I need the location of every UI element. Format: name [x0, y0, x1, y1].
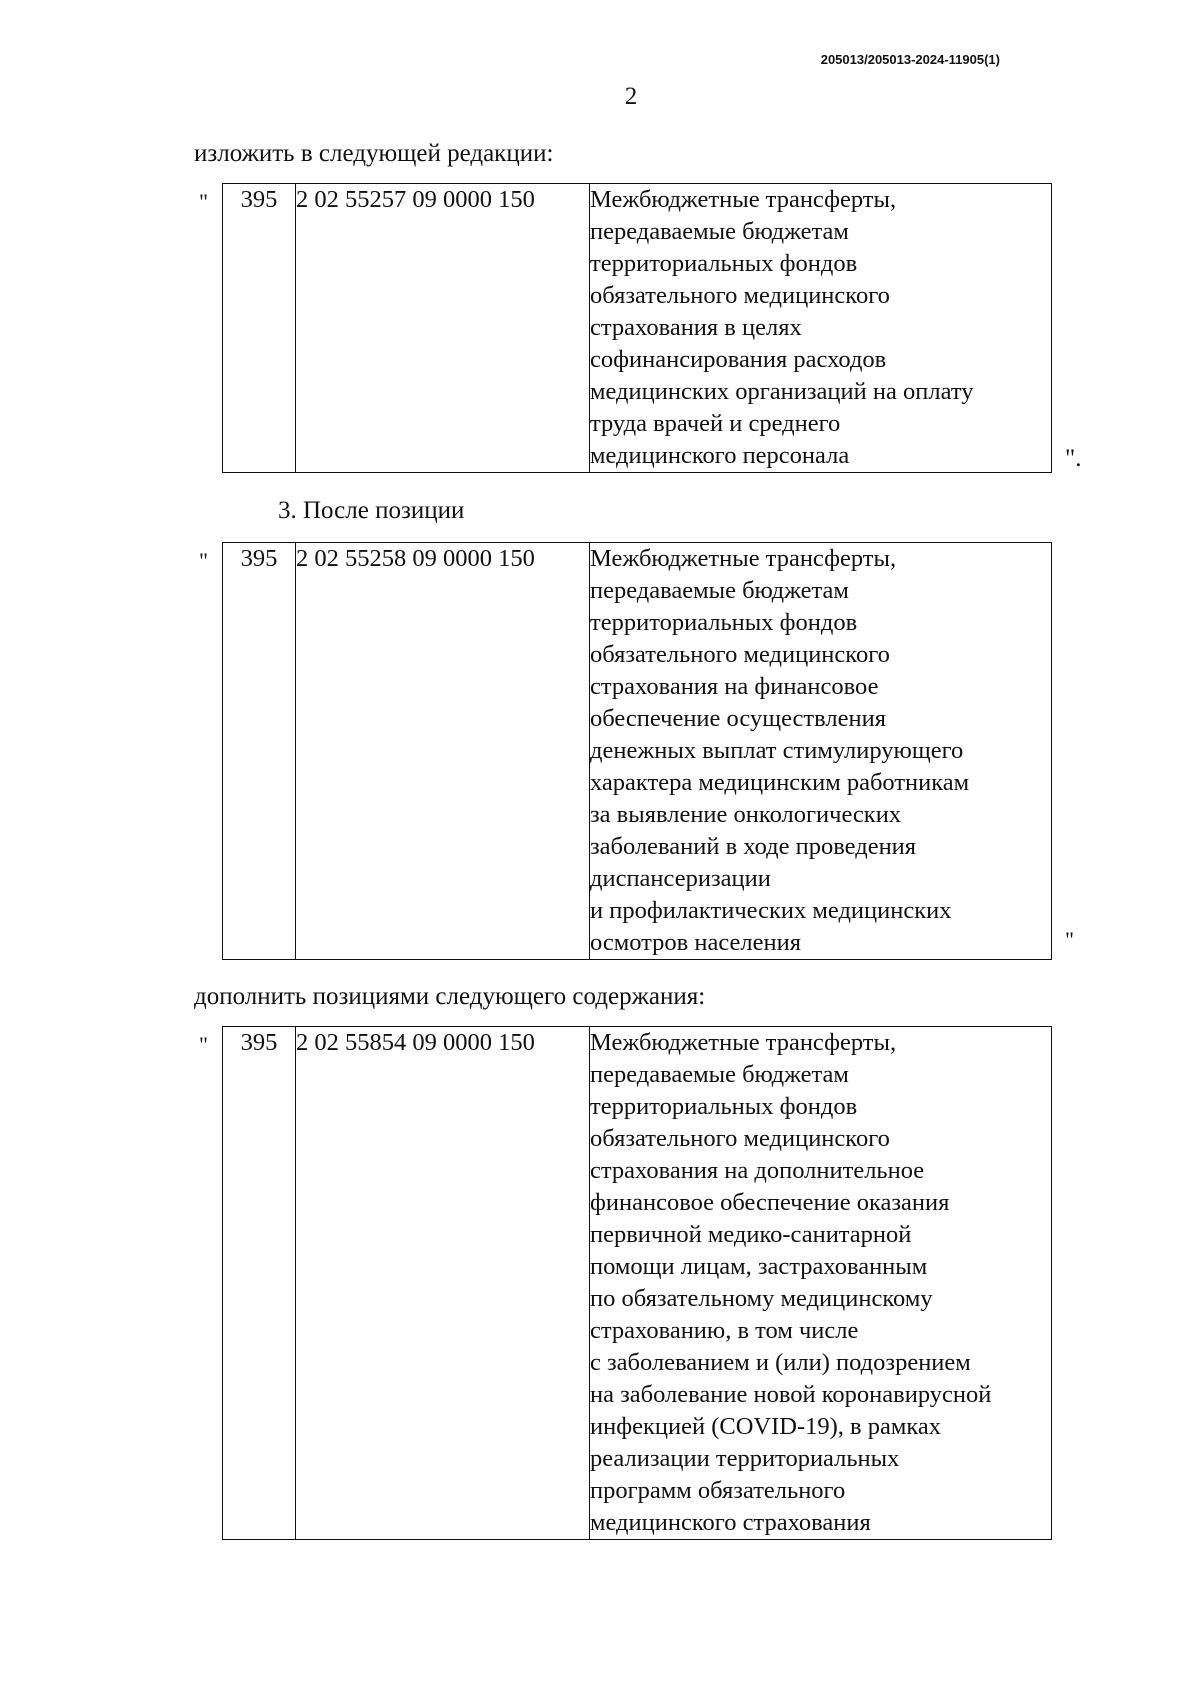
description-line: труда врачей и среднего	[590, 410, 841, 437]
description-line: и профилактических медицинских	[590, 897, 952, 924]
description-line: страхования на финансовое	[590, 673, 879, 700]
section3-code-cell: 395	[223, 1027, 296, 1540]
section1-open-quote: "	[199, 189, 208, 214]
description-line: заболеваний в ходе проведения	[590, 833, 917, 860]
section2-kbk-cell: 2 02 55258 09 0000 150	[296, 543, 590, 960]
section2-open-quote: "	[199, 548, 208, 573]
description-line: по обязательному медицинскому	[590, 1285, 933, 1312]
description-line: программ обязательного	[590, 1477, 846, 1504]
section3-kbk-cell: 2 02 55854 09 0000 150	[296, 1027, 590, 1540]
description-line: характера медицинским работникам	[590, 769, 970, 796]
description-line: страхованию, в том числе	[590, 1317, 859, 1344]
description-line: медицинского персонала	[590, 442, 850, 469]
document-code: 205013/205013-2024-11905(1)	[820, 52, 1000, 67]
description-line: реализации территориальных	[590, 1445, 900, 1472]
description-line: обеспечение осуществления	[590, 705, 886, 732]
description-line: медицинских организаций на оплату	[590, 378, 974, 405]
description-line: Межбюджетные трансферты,	[590, 186, 897, 213]
section3-open-quote: "	[199, 1032, 208, 1057]
description-line: с заболеванием и (или) подозрением	[590, 1349, 971, 1376]
description-line: диспансеризации	[590, 865, 771, 892]
description-line: территориальных фондов	[590, 250, 858, 277]
section2-intro: 3. После позиции	[278, 497, 465, 524]
description-line: финансовое обеспечение оказания	[590, 1189, 950, 1216]
description-line: денежных выплат стимулирующего	[590, 737, 964, 764]
section1-kbk-cell: 2 02 55257 09 0000 150	[296, 184, 590, 473]
description-line: передаваемые бюджетам	[590, 218, 849, 245]
description-line: медицинского страхования	[590, 1509, 871, 1536]
description-line: обязательного медицинского	[590, 1125, 890, 1152]
table-row	[223, 184, 1052, 473]
description-line: первичной медико-санитарной	[590, 1221, 912, 1248]
section2-position-table	[222, 542, 1052, 960]
description-line: помощи лицам, застрахованным	[590, 1253, 928, 1280]
table-row	[223, 543, 1052, 960]
description-line: страхования на дополнительное	[590, 1157, 925, 1184]
section1-description-cell	[590, 184, 1052, 473]
section1-position-table	[222, 183, 1052, 473]
section3-intro: дополнить позициями следующего содержания:	[194, 983, 706, 1010]
description-line: передаваемые бюджетам	[590, 1061, 849, 1088]
page-number: 2	[624, 83, 638, 110]
description-line: за выявление онкологических	[590, 801, 902, 828]
table-row	[223, 1027, 1052, 1540]
description-line: осмотров населения	[590, 929, 801, 956]
section2-description-cell	[590, 543, 1052, 960]
section2-close-quote: "	[1065, 927, 1074, 952]
section1-code-cell: 395	[223, 184, 296, 473]
description-line: софинансирования расходов	[590, 346, 887, 373]
description-line: Межбюджетные трансферты,	[590, 1029, 897, 1056]
description-line: обязательного медицинского	[590, 282, 890, 309]
description-line: страхования в целях	[590, 314, 802, 341]
description-line: территориальных фондов	[590, 1093, 858, 1120]
description-line: обязательного медицинского	[590, 641, 890, 668]
section2-code-cell: 395	[223, 543, 296, 960]
description-line: передаваемые бюджетам	[590, 577, 849, 604]
section1-intro: изложить в следующей редакции:	[194, 140, 554, 167]
section3-description-cell	[590, 1027, 1052, 1540]
description-line: на заболевание новой коронавирусной	[590, 1381, 992, 1408]
description-line: инфекцией (COVID-19), в рамках	[590, 1413, 941, 1440]
description-line: территориальных фондов	[590, 609, 858, 636]
section3-position-table	[222, 1026, 1052, 1540]
section1-close-quote: ".	[1065, 445, 1082, 472]
description-line: Межбюджетные трансферты,	[590, 545, 897, 572]
